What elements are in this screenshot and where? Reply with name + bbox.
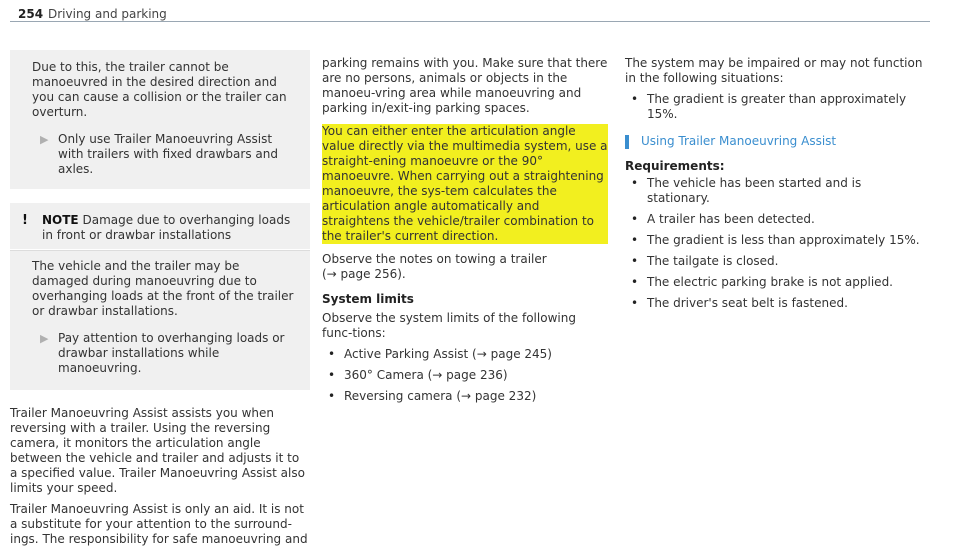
instruction-text: Only use Trailer Manoeuvring Assist with trailers with fixed drawbars and axles. [58, 132, 278, 176]
bullet-dot-icon: • [328, 347, 336, 361]
paragraph: parking remains with you. Make sure that there are no persons, animals or objects in the manoeu-vring area while manoeuvring and parking in/exit-ing parking spaces. [322, 56, 608, 115]
list-item: • The tailgate is closed. [625, 254, 925, 269]
heading-bar [625, 135, 629, 149]
note-label: NOTE [42, 213, 79, 227]
play-triangle-icon: ▶ [40, 332, 49, 345]
requirements-list [625, 176, 925, 311]
note-body [10, 250, 310, 390]
list-item[interactable]: • Active Parking Assist (→ page 245) [322, 347, 608, 362]
highlighted-paragraph: You can either enter the articulation angle value directly via the multimedia system, use a straight-ening manoeuvre or the 90° manoeuvre. When carrying out a straightening manoeuvre, the sys-tem calculates the articulation angle automatically and straightens the vehicle/trailer combination to the trailer's current direction. [322, 124, 608, 243]
page-number: 254 [18, 7, 44, 21]
note-title: Damage due to overhanging loads in front or drawbar installations [42, 213, 291, 242]
paragraph: Trailer Manoeuvring Assist assists you when reversing with a trailer. Using the reversing camera, it monitors the articulation angle between the vehicle and trailer and adjusts it to a specified value. Trailer Manoeuvring Assist also limits your speed. [10, 406, 305, 495]
system-limits-heading: System limits [322, 292, 414, 306]
bullet-dot-icon: • [328, 368, 336, 382]
using-heading-text: Using Trailer Manoeuvring Assist [641, 134, 837, 148]
column-middle [322, 56, 608, 404]
warning-intro-text: Due to this, the trailer cannot be manoeuvred in the desired direction and you can cause a collision or the trailer can overturn. [32, 60, 287, 119]
note-header [10, 203, 310, 250]
bullet-dot-icon: • [631, 254, 639, 268]
note-box [10, 203, 310, 390]
bullet-dot-icon: • [631, 176, 639, 190]
play-triangle-icon: ▶ [40, 133, 49, 146]
system-limits-list [322, 347, 608, 404]
list-item: • The gradient is greater than approximately 15%. [625, 92, 925, 122]
list-item: • A trailer has been detected. [625, 212, 925, 227]
system-limits-intro: Observe the system limits of the following func-tions: [322, 311, 576, 340]
list-item[interactable]: • Reversing camera (→ page 232) [322, 389, 608, 404]
column-right [625, 56, 925, 311]
bullet-dot-icon: • [631, 92, 639, 106]
page-reference-link[interactable]: (→ page 256). [322, 267, 406, 281]
bullet-dot-icon: • [631, 275, 639, 289]
bullet-dot-icon: • [328, 389, 336, 403]
list-item: • The vehicle has been started and is stationary. [625, 176, 925, 206]
requirements-heading: Requirements: [625, 159, 725, 173]
instruction-text: Pay attention to overhanging loads or drawbar installations while manoeuvring. [58, 331, 285, 375]
bullet-dot-icon: • [631, 212, 639, 226]
using-heading [625, 134, 925, 149]
page-header [10, 4, 930, 22]
list-item[interactable]: • 360° Camera (→ page 236) [322, 368, 608, 383]
observe-notes-text: Observe the notes on towing a trailer [322, 252, 547, 266]
exclamation-square-icon: ! [22, 213, 28, 228]
bullet-dot-icon: • [631, 296, 639, 310]
instruction [32, 132, 298, 177]
list-item: • The gradient is less than approximately 15%. [625, 233, 925, 248]
bullet-dot-icon: • [631, 233, 639, 247]
note-body-text: The vehicle and the trailer may be damaged during manoeuvring due to overhanging loads at the front of the trailer or drawbar installations. [32, 259, 294, 318]
warning-continuation-box [10, 50, 310, 189]
instruction [32, 331, 298, 376]
column-left [10, 50, 310, 547]
list-item: • The electric parking brake is not applied. [625, 275, 925, 290]
paragraph: Trailer Manoeuvring Assist is only an aid. It is not a substitute for your attention to the surround-ings. The responsibility for safe manoeuvring and [10, 502, 308, 546]
situations-list [625, 92, 925, 122]
section-title: Driving and parking [48, 7, 167, 21]
paragraph: The system may be impaired or may not function in the following situations: [625, 56, 923, 85]
list-item: • The driver's seat belt is fastened. [625, 296, 925, 311]
